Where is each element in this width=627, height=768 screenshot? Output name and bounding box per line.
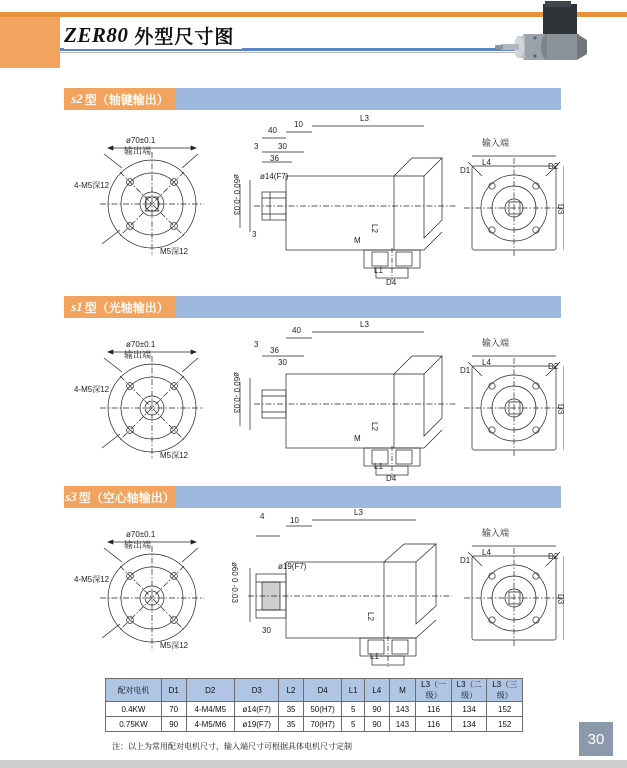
label-flange-dia-s3: ø70±0.1: [126, 530, 156, 539]
cell-r1-c6: 5: [342, 717, 365, 732]
dim-s1-2: 3: [254, 340, 259, 349]
dim-s2-1: 10: [294, 120, 303, 129]
th-8: M: [389, 679, 416, 702]
cell-r1-c10: 134: [451, 717, 487, 732]
th-1: D1: [161, 679, 186, 702]
input-dim-d2-s2: D2: [548, 162, 559, 171]
dim-s3-1: L3: [354, 508, 363, 517]
label-shaft-s3: ø19(F7): [278, 562, 307, 571]
dim-s3-3: 30: [262, 626, 271, 635]
section-label-s2: 型（轴键输出）: [84, 92, 169, 107]
dim-s1-9: L1: [374, 462, 383, 471]
cell-r1-c1: 90: [161, 717, 186, 732]
dim-s3-5: D1: [460, 556, 471, 565]
th-6: L1: [342, 679, 365, 702]
input-dim-d3-s3: D3: [556, 594, 565, 605]
input-dim-d2-s1: D2: [548, 362, 559, 371]
label-flange-dia-s2: ø70±0.1: [126, 136, 156, 145]
dim-s2-10: D4: [386, 278, 397, 287]
cell-r1-c7: 90: [365, 717, 389, 732]
label-bore-dia-s1: ø60 0 -0.03: [232, 372, 241, 413]
section-header-s1: [64, 296, 561, 318]
dim-s1-1: L3: [360, 320, 369, 329]
section-header-s2: [64, 88, 561, 110]
product-photo: [483, 0, 603, 78]
dim-s2-9: D1: [460, 166, 471, 175]
title-text: 外型尺寸图: [134, 27, 235, 48]
dim-s2-8: L2: [370, 224, 379, 233]
cell-r0-c6: 5: [342, 702, 365, 717]
label-bolt-s1: 4-M5深12: [74, 385, 110, 394]
cell-r0-c0: 0.4KW: [106, 702, 162, 717]
label-bolt-s2: 4-M5深12: [74, 181, 110, 190]
cell-r0-c4: 35: [279, 702, 303, 717]
label-input-end-s2: 输入端: [482, 138, 510, 148]
page-title: [64, 22, 242, 49]
th-2: D2: [186, 679, 235, 702]
dim-s2-5: 36: [270, 154, 279, 163]
dim-s2-3: 3: [254, 142, 259, 151]
label-output-end-s1: 输出端: [124, 350, 152, 360]
label-bolt2-s3: M5深12: [160, 641, 189, 650]
cell-r0-c1: 70: [161, 702, 186, 717]
dim-s3-2: 10: [290, 516, 299, 525]
dim-s2-7: M: [354, 236, 361, 245]
dim-s2-2: L3: [360, 114, 369, 123]
input-dim-l4-s2: L4: [482, 158, 491, 167]
th-3: D3: [235, 679, 279, 702]
section-code-s3: s3: [65, 489, 77, 504]
th-7: L4: [365, 679, 389, 702]
input-dim-l4-s3: L4: [482, 548, 491, 557]
cell-r0-c9: 116: [416, 702, 452, 717]
dim-s1-7: D1: [460, 366, 471, 375]
cell-r0-c3: ø14(F7): [235, 702, 279, 717]
cell-r0-c8: 143: [389, 702, 416, 717]
cell-r0-c10: 134: [451, 702, 487, 717]
section-header-s3: [64, 486, 561, 508]
label-output-end-s2: 输出端: [124, 146, 152, 156]
table-note: 注：以上为常用配对电机尺寸，输入端尺寸可根据具体电机尺寸定制: [112, 742, 352, 751]
table-row: [106, 702, 523, 717]
table-row: [106, 717, 523, 732]
section-label-s3: 型（空心轴输出）: [78, 490, 175, 505]
section-bar-s3: [176, 486, 561, 508]
label-output-end-s3: 输出端: [124, 540, 152, 550]
dim-s1-3: 36: [270, 346, 279, 355]
input-dim-l4-s1: L4: [482, 358, 491, 367]
cell-r1-c0: 0.75KW: [106, 717, 162, 732]
dim-s2-0: 40: [268, 126, 277, 135]
dim-s1-0: 40: [292, 326, 301, 335]
label-flange-dia-s1: ø70±0.1: [126, 340, 156, 349]
page-header: [0, 0, 627, 80]
dim-s2-4: 30: [278, 142, 287, 151]
section-bar-s2: [176, 88, 561, 110]
label-input-end-s3: 输入端: [482, 528, 510, 538]
input-dim-d3-s1: D3: [556, 404, 565, 415]
th-11: L3（三级）: [487, 679, 523, 702]
label-shaft-s2: ø14(F7): [260, 172, 289, 181]
label-bore-dia-s2: ø60 0 -0.03: [232, 174, 241, 215]
input-dim-d2-s3: D2: [548, 552, 559, 561]
dim-s3-0: 4: [260, 512, 265, 521]
cell-r1-c11: 152: [487, 717, 523, 732]
drawing-s3: [64, 508, 565, 668]
dim-s1-4: 30: [278, 358, 287, 367]
th-0: 配对电机: [106, 679, 162, 702]
cell-r1-c8: 143: [389, 717, 416, 732]
th-5: D4: [303, 679, 342, 702]
dim-s1-6: L2: [370, 422, 379, 431]
th-10: L3（二级）: [451, 679, 487, 702]
dim-s3-4: L2: [366, 612, 375, 621]
cell-r1-c4: 35: [279, 717, 303, 732]
section-code-s1: s1: [71, 299, 83, 314]
dim-s3-6: L1: [370, 652, 379, 661]
section-tab-s1: [64, 296, 176, 318]
section-code-s2: s2: [71, 91, 83, 106]
cell-r0-c2: 4-M4/M5: [186, 702, 235, 717]
label-bolt-s3: 4-M5深12: [74, 575, 110, 584]
cell-r1-c3: ø19(F7): [235, 717, 279, 732]
section-tab-s2: [64, 88, 176, 110]
dim-s1-8: D4: [386, 474, 397, 483]
label-bore-dia-s3: ø60 0 -0.03: [230, 562, 239, 603]
drawing-s1: [64, 320, 565, 483]
dim-s2-6: 3: [252, 230, 257, 239]
th-4: L2: [279, 679, 303, 702]
cell-r1-c9: 116: [416, 717, 452, 732]
table-header-row: [106, 679, 523, 702]
footer-bar: [0, 760, 627, 768]
cell-r1-c5: 70(H7): [303, 717, 342, 732]
cell-r0-c7: 90: [365, 702, 389, 717]
spec-table: [105, 678, 523, 732]
cell-r1-c2: 4-M5/M6: [186, 717, 235, 732]
dim-s2-11: L1: [374, 266, 383, 275]
header-orange-block: [0, 12, 60, 68]
section-label-s1: 型（光轴输出）: [84, 300, 169, 315]
cell-r0-c5: 50(H7): [303, 702, 342, 717]
input-dim-d3-s2: D3: [556, 204, 565, 215]
th-9: L3（一级）: [416, 679, 452, 702]
page-number: 30: [579, 722, 613, 756]
label-input-end-s1: 输入端: [482, 338, 510, 348]
drawing-s2: [64, 114, 565, 288]
label-bolt2-s2: M5深12: [160, 247, 189, 256]
section-bar-s1: [176, 296, 561, 318]
label-bolt2-s1: M5深12: [160, 451, 189, 460]
dim-s1-5: M: [354, 434, 361, 443]
section-tab-s3: [64, 486, 176, 508]
cell-r0-c11: 152: [487, 702, 523, 717]
model-code: ZER80: [64, 23, 129, 47]
